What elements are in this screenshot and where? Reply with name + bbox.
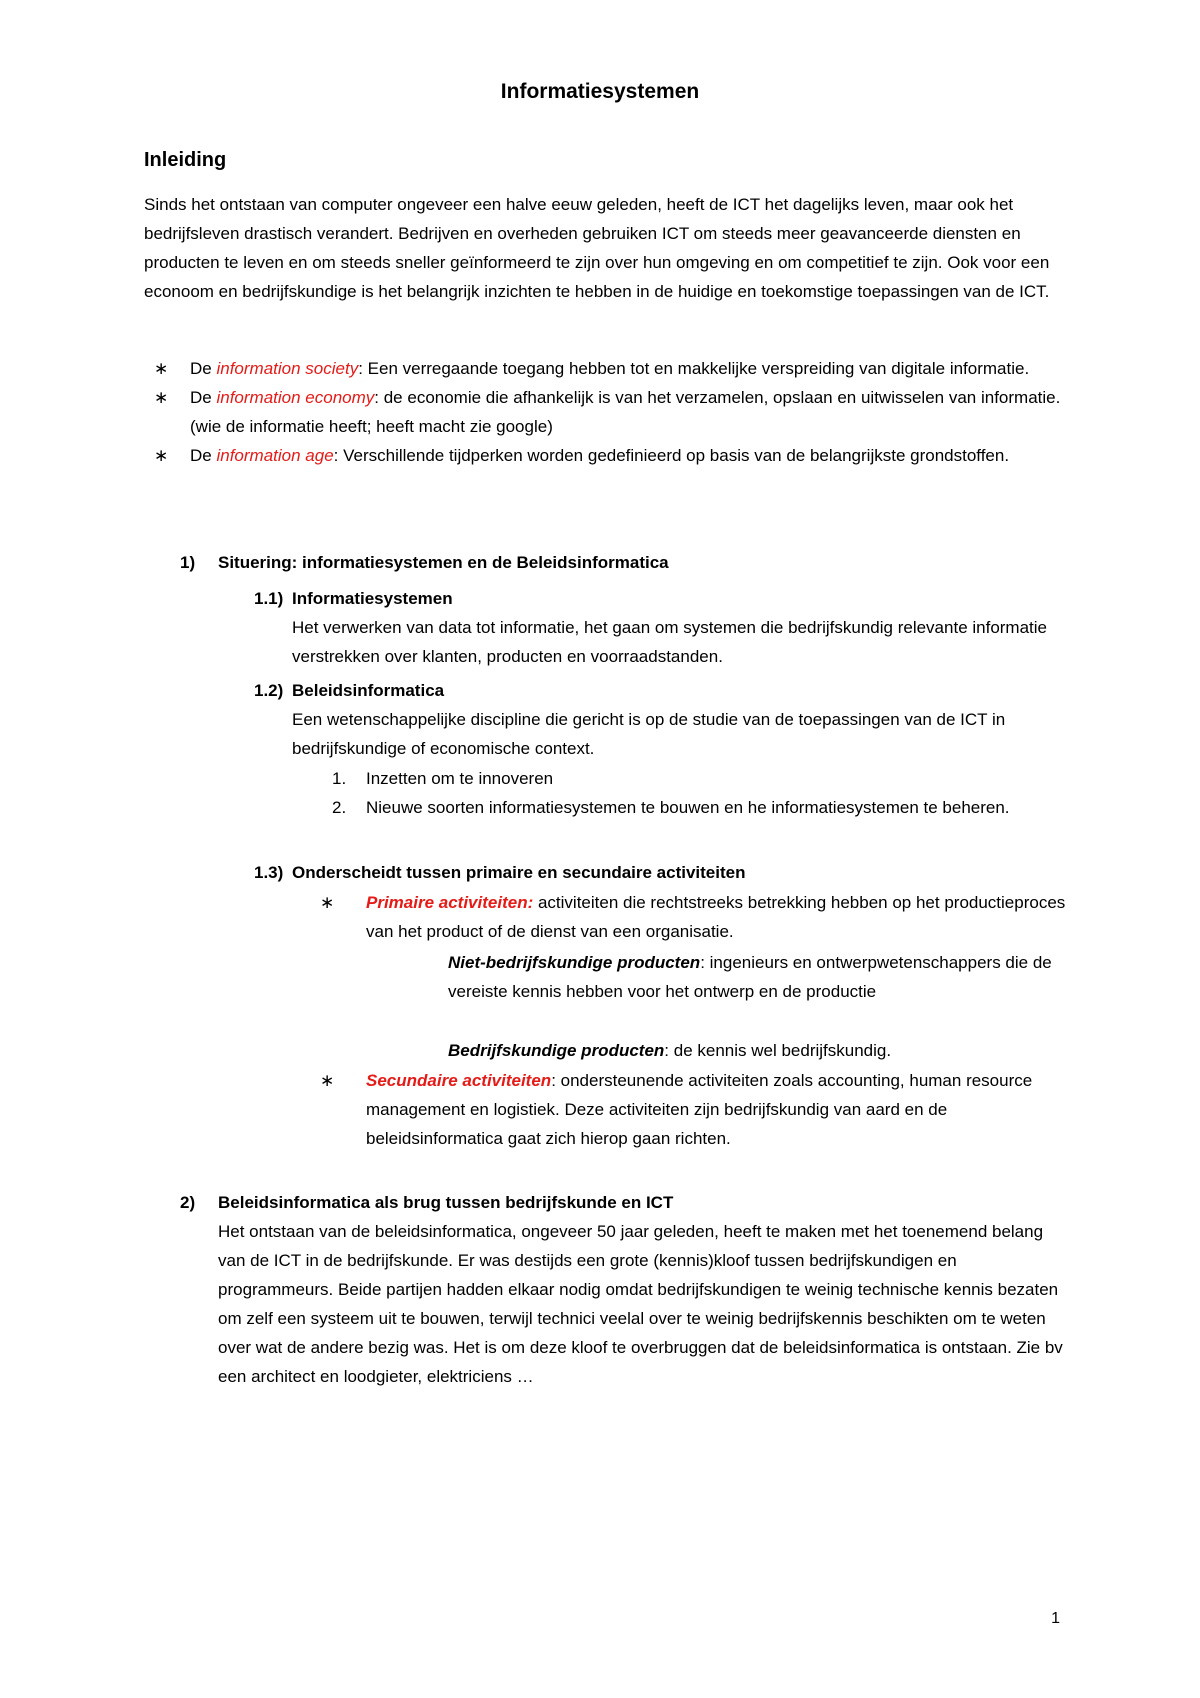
asterisk-bullet-icon: ∗ — [320, 893, 335, 912]
subsection-1-1-text: Het verwerken van data tot informatie, het gaan om systemen die bedrijfskundig relevante informatie verstrekken over klanten, producten en voorraadstanden. — [292, 618, 1048, 666]
subsection-1-2-text: Een wetenschappelijke discipline die gericht is op de studie van de toepassingen van de ICT in bedrijfskundige of economische context. — [292, 710, 1006, 758]
section-2 — [180, 1188, 1066, 1391]
list-number: 2. — [332, 798, 347, 817]
inleiding-paragraph: Sinds het ontstaan van computer ongeveer een halve eeuw geleden, heeft de ICT het dagelijks leven, maar ook het bedrijfsleven drastisch verandert. Bedrijven en overheden gebruiken ICT om steeds meer geavanceerde diensten en producten te leven en om steeds sneller geïnformeerd te zijn over hun omgeving en om competitief te zijn. Ook voor een econoom en bedrijfskundige is het belangrijk inzichten te hebben in de huidige en toekomstige toepassingen van de ICT. — [144, 195, 1050, 301]
section-2-number: 2) — [180, 1193, 196, 1212]
inleiding-bullet-list — [144, 354, 1069, 470]
primary-activities-term: Primaire activiteiten: — [366, 893, 534, 912]
list-item — [144, 383, 1069, 441]
bullet-term: information economy — [216, 388, 375, 407]
primary-subitem-non-business — [448, 948, 1068, 1006]
subsection-1-3-heading — [254, 858, 1062, 887]
list-item — [332, 764, 1066, 793]
asterisk-bullet-icon: ∗ — [320, 1071, 335, 1090]
subsection-1-3-number: 1.3) — [254, 863, 284, 882]
subsection-1-2-title: Beleidsinformatica — [292, 681, 445, 700]
asterisk-bullet-icon: ∗ — [154, 359, 169, 378]
primary-subitem-business — [448, 1036, 1068, 1065]
subsection-1-2-number: 1.2) — [254, 681, 284, 700]
list-item — [332, 793, 1066, 822]
bullet-term: information society — [216, 359, 359, 378]
bullet-text: : de economie die afhankelijk is van het verzamelen, opslaan en uitwisselen van informatie. (wie de informatie heeft; heeft macht zie google) — [190, 388, 1061, 436]
list-item — [144, 441, 1069, 470]
subsection-1-2 — [254, 676, 1062, 763]
list-number: 1. — [332, 769, 347, 788]
subsection-1-2-numbered-list — [332, 764, 1066, 822]
primary-activities-text: activiteiten die rechtstreeks betrekking hebben op het productieproces van het product of de dienst van een organisatie. — [366, 893, 1066, 941]
list-item — [144, 354, 1069, 383]
document-title: Informatiesystemen — [500, 80, 700, 103]
subitem-term: Bedrijfskundige producten — [448, 1041, 665, 1060]
bullet-prefix: De — [190, 388, 217, 407]
bullet-text: : Een verregaande toegang hebben tot en makkelijke verspreiding van digitale informatie. — [358, 359, 1030, 378]
section-1-heading — [180, 548, 1068, 577]
subsection-1-1-number: 1.1) — [254, 589, 284, 608]
list-item-text: Nieuwe soorten informatiesystemen te bouwen en he informatiesystemen te beheren. — [366, 798, 1010, 817]
inleiding-heading: Inleiding — [144, 149, 227, 171]
page-number: 1 — [1051, 1610, 1060, 1627]
secondary-activities-item — [320, 1066, 1046, 1153]
subitem-term: Niet-bedrijfskundige producten — [448, 953, 701, 972]
section-1-number: 1) — [180, 553, 196, 572]
subsection-1-3-title: Onderscheidt tussen primaire en secundaire activiteiten — [292, 863, 746, 882]
bullet-term: information age — [216, 446, 334, 465]
section-2-title: Beleidsinformatica als brug tussen bedrijfskunde en ICT — [218, 1193, 674, 1212]
primary-activities-item — [320, 888, 1066, 946]
section-1-title: Situering: informatiesystemen en de Beleidsinformatica — [218, 553, 669, 572]
subitem-text: : de kennis wel bedrijfskundig. — [664, 1041, 892, 1060]
section-2-text: Het ontstaan van de beleidsinformatica, ongeveer 50 jaar geleden, heeft te maken met het toenemend belang van de ICT in de bedrijfskunde. Er was destijds een grote (kennis)kloof tussen bedrijfskundigen en programmeurs. Beide partijen hadden elkaar nodig omdat bedrijfskundigen te weinig technische kennis bezaten om zelf een systeem uit te bouwen, terwijl technici veelal over te weinig bedrijfskennis beschikten om te weten over wat de andere bezig was. Het is om deze kloof te overbruggen dat de beleidsinformatica is ontstaan. Zie bv een architect en loodgieter, elektriciens … — [218, 1222, 1063, 1386]
subsection-1-1-title: Informatiesystemen — [292, 589, 453, 608]
secondary-activities-text: : ondersteunende activiteiten zoals accounting, human resource management en logistiek. Deze activiteiten zijn bedrijfskundig van aard en de beleidsinformatica gaat zich hierop gaan richten. — [366, 1071, 1033, 1148]
bullet-prefix: De — [190, 446, 217, 465]
asterisk-bullet-icon: ∗ — [154, 388, 169, 407]
list-item-text: Inzetten om te innoveren — [366, 769, 554, 788]
asterisk-bullet-icon: ∗ — [154, 446, 169, 465]
secondary-activities-term: Secundaire activiteiten — [366, 1071, 552, 1090]
subitem-text: : ingenieurs en ontwerpwetenschappers die de vereiste kennis hebben voor het ontwerp en de productie — [448, 953, 1052, 1001]
bullet-text: : Verschillende tijdperken worden gedefinieerd op basis van de belangrijkste grondstoffen. — [333, 446, 1010, 465]
bullet-prefix: De — [190, 359, 217, 378]
subsection-1-1 — [254, 584, 1062, 671]
